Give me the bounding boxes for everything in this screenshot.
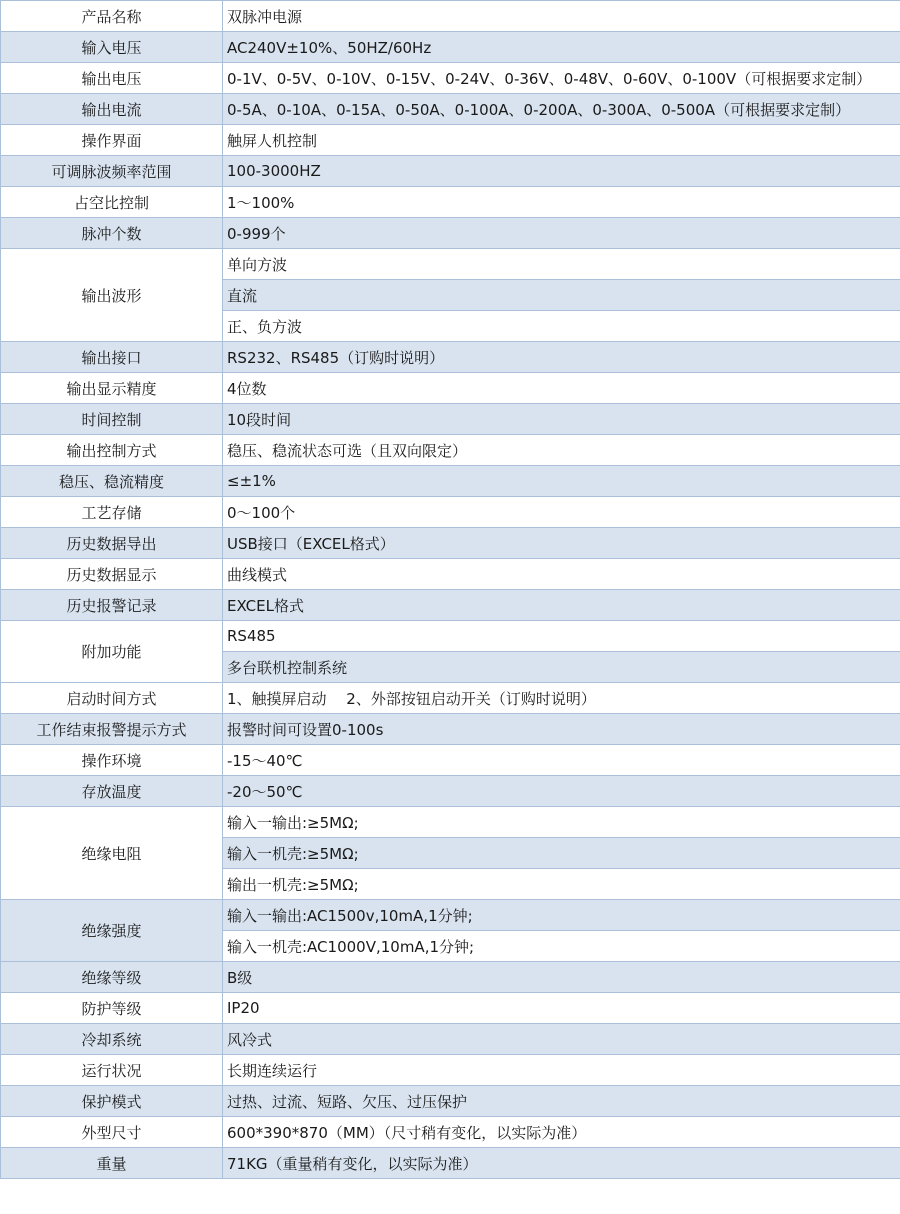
spec-value: 长期连续运行 [223,1055,900,1086]
spec-value: 输出一机壳:≥5MΩ; [223,869,900,900]
spec-value: RS485 [223,621,900,652]
spec-label: 操作环境 [1,745,223,776]
spec-label: 绝缘等级 [1,962,223,993]
spec-row [1,32,900,63]
spec-value: 多台联机控制系统 [223,652,900,683]
spec-row [1,249,900,280]
spec-value: 稳压、稳流状态可选（且双向限定） [223,435,900,466]
spec-value: 0-1V、0-5V、0-10V、0-15V、0-24V、0-36V、0-48V、0-60V、0-100V（可根据要求定制） [223,63,900,94]
spec-row [1,373,900,404]
spec-value: 1～100% [223,187,900,218]
spec-value: RS232、RS485（订购时说明） [223,342,900,373]
spec-label: 防护等级 [1,993,223,1024]
spec-row [1,1024,900,1055]
spec-label: 输出控制方式 [1,435,223,466]
spec-value: -20～50℃ [223,776,900,807]
spec-label: 冷却系统 [1,1024,223,1055]
spec-table-body [1,1,900,1179]
spec-label: 历史报警记录 [1,590,223,621]
spec-row [1,466,900,497]
spec-label: 输出波形 [1,249,223,342]
spec-label: 保护模式 [1,1086,223,1117]
spec-value: 双脉冲电源 [223,1,900,32]
spec-value: 100-3000HZ [223,156,900,187]
spec-label: 工作结束报警提示方式 [1,714,223,745]
spec-label: 输出接口 [1,342,223,373]
spec-label: 存放温度 [1,776,223,807]
spec-row [1,497,900,528]
spec-value: 风冷式 [223,1024,900,1055]
spec-value: IP20 [223,993,900,1024]
spec-value: USB接口（EXCEL格式） [223,528,900,559]
spec-value: 正、负方波 [223,311,900,342]
spec-value: 输入一机壳:AC1000V,10mA,1分钟; [223,931,900,962]
spec-label: 产品名称 [1,1,223,32]
spec-row [1,528,900,559]
spec-row [1,187,900,218]
spec-row [1,776,900,807]
spec-label: 输出电流 [1,94,223,125]
spec-value: 输入一输出:AC1500v,10mA,1分钟; [223,900,900,931]
spec-label: 占空比控制 [1,187,223,218]
spec-row [1,218,900,249]
spec-value: 0-999个 [223,218,900,249]
spec-label: 稳压、稳流精度 [1,466,223,497]
spec-row [1,962,900,993]
spec-value: 报警时间可设置0-100s [223,714,900,745]
spec-row [1,900,900,931]
spec-label: 工艺存储 [1,497,223,528]
spec-value: 输入一输出:≥5MΩ; [223,807,900,838]
spec-value: 0～100个 [223,497,900,528]
spec-value: ≤±1% [223,466,900,497]
spec-row [1,714,900,745]
spec-row [1,63,900,94]
spec-row [1,1117,900,1148]
spec-value: 10段时间 [223,404,900,435]
spec-value: -15～40℃ [223,745,900,776]
spec-label: 附加功能 [1,621,223,683]
spec-label: 绝缘强度 [1,900,223,962]
spec-value: AC240V±10%、50HZ/60Hz [223,32,900,63]
spec-row [1,683,900,714]
spec-value: 过热、过流、短路、欠压、过压保护 [223,1086,900,1117]
spec-label: 历史数据显示 [1,559,223,590]
spec-row [1,1,900,32]
spec-label: 启动时间方式 [1,683,223,714]
spec-label: 输出显示精度 [1,373,223,404]
spec-value: B级 [223,962,900,993]
spec-row [1,435,900,466]
spec-row [1,1055,900,1086]
spec-label: 重量 [1,1148,223,1179]
spec-row [1,1086,900,1117]
spec-label: 操作界面 [1,125,223,156]
spec-label: 时间控制 [1,404,223,435]
spec-value: 单向方波 [223,249,900,280]
spec-row [1,94,900,125]
spec-value: 600*390*870（MM）（尺寸稍有变化，以实际为准） [223,1117,900,1148]
spec-row [1,125,900,156]
spec-label: 历史数据导出 [1,528,223,559]
spec-row [1,342,900,373]
spec-row [1,621,900,652]
spec-row [1,1148,900,1179]
spec-row [1,404,900,435]
spec-value: 曲线模式 [223,559,900,590]
spec-row [1,745,900,776]
spec-row [1,559,900,590]
spec-label: 可调脉波频率范围 [1,156,223,187]
spec-row [1,807,900,838]
spec-label: 输出电压 [1,63,223,94]
spec-row [1,590,900,621]
spec-value: EXCEL格式 [223,590,900,621]
spec-label: 脉冲个数 [1,218,223,249]
spec-label: 输入电压 [1,32,223,63]
spec-row [1,156,900,187]
spec-label: 绝缘电阻 [1,807,223,900]
spec-value: 输入一机壳:≥5MΩ; [223,838,900,869]
spec-value: 4位数 [223,373,900,404]
spec-value: 1、触摸屏启动 2、外部按钮启动开关（订购时说明） [223,683,900,714]
spec-value: 71KG（重量稍有变化，以实际为准） [223,1148,900,1179]
spec-value: 触屏人机控制 [223,125,900,156]
spec-row [1,993,900,1024]
spec-label: 外型尺寸 [1,1117,223,1148]
spec-value: 直流 [223,280,900,311]
spec-value: 0-5A、0-10A、0-15A、0-50A、0-100A、0-200A、0-300A、0-500A（可根据要求定制） [223,94,900,125]
spec-label: 运行状况 [1,1055,223,1086]
